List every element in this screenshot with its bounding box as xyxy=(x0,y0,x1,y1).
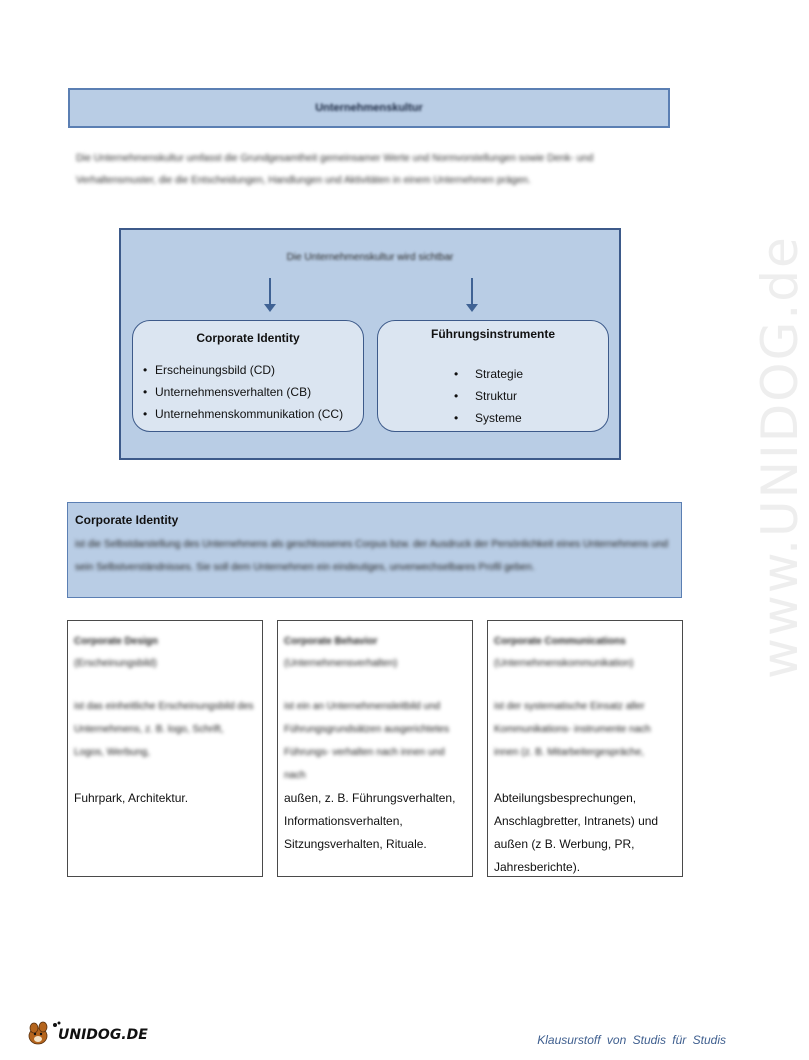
column-text-line: Jahresberichte). xyxy=(494,860,581,874)
diagram-header: Die Unternehmenskultur wird sichtbar xyxy=(286,252,454,263)
column-text-line: Informationsverhalten, xyxy=(284,814,403,828)
column-subtitle: (Unternehmensverhalten) xyxy=(284,658,398,669)
corporate-identity-box xyxy=(132,320,364,432)
corporate-identity-band xyxy=(67,502,682,598)
corporate-behavior-column xyxy=(277,620,473,877)
column-text xyxy=(284,787,468,856)
corporate-identity-heading: Corporate Identity xyxy=(75,513,179,527)
column-text-line: Sitzungsverhalten, Rituale. xyxy=(284,837,427,851)
arrow-down-right-icon xyxy=(471,278,473,306)
column-heading xyxy=(74,631,256,675)
corporate-identity-list xyxy=(133,359,363,425)
column-text-line: Anschlagbretter, Intranets) und xyxy=(494,814,659,828)
column-subtitle: (Erscheinungsbild) xyxy=(74,658,157,669)
column-text xyxy=(494,787,678,879)
culture-diagram xyxy=(119,228,621,460)
corporate-identity-definition: ist die Selbstdarstellung des Unternehmens als geschlossenes Corpus bzw. der Ausdruck der Persönlichkeit eines Unternehmens und sein Selbstverständnisses. Sie soll dem Unternehmen ein eindeutiges, unverwechselbares Profil geben. xyxy=(75,539,669,573)
arrow-down-left-icon xyxy=(269,278,271,306)
column-blurred-text: ist ein an Unternehmensleitbild und Führungsgrundsätzen ausgerichtetes Führungs- verhalten nach innen und nach xyxy=(284,701,450,781)
list-item: • Strategie xyxy=(475,363,608,385)
column-title: Corporate Communications xyxy=(494,636,626,647)
footer-tagline: Klausurstoff von Studis für Studis xyxy=(537,1033,726,1047)
list-item: • Unternehmensverhalten (CB) xyxy=(143,381,363,403)
column-title: Corporate Behavior xyxy=(284,636,378,647)
corporate-communications-column xyxy=(487,620,683,877)
column-heading xyxy=(494,631,676,675)
column-title: Corporate Design xyxy=(74,636,158,647)
watermark: www.UNIDOG.de xyxy=(751,235,809,679)
corporate-identity-title: Corporate Identity xyxy=(196,331,300,345)
column-text-line: außen (z B. Werbung, PR, xyxy=(494,837,635,851)
column-text-line: außen, z. B. Führungsverhalten, xyxy=(284,791,456,805)
list-item: • Unternehmenskommunikation (CC) xyxy=(143,403,363,425)
fuehrungsinstrumente-list xyxy=(378,363,608,429)
column-blurred-text: ist das einheitliche Erscheinungsbild des Unternehmens, z. B. logo, Schrift, Logos, Werbung, xyxy=(74,701,254,758)
column-text-line: Fuhrpark, Architektur. xyxy=(74,791,189,805)
list-item: • Struktur xyxy=(475,385,608,407)
list-item: • Systeme xyxy=(475,407,608,429)
column-text-line: Abteilungsbesprechungen, xyxy=(494,791,637,805)
column-heading xyxy=(284,631,466,675)
list-item: • Erscheinungsbild (CD) xyxy=(143,359,363,381)
column-text xyxy=(74,787,258,810)
fuehrungsinstrumente-title: Führungsinstrumente xyxy=(430,327,555,341)
corporate-design-column xyxy=(67,620,263,877)
section-title: Unternehmenskultur xyxy=(315,102,423,114)
section-title-bar xyxy=(68,88,670,128)
column-subtitle: (Unternehmenskommunikation) xyxy=(494,658,634,669)
footer-brand: UNIDOG.DE xyxy=(58,1027,148,1043)
column-blurred-text: ist der systematische Einsatz aller Kommunikations- instrumente nach innen (z. B. Mitarbeitergespräche, xyxy=(494,701,651,758)
fuehrungsinstrumente-box xyxy=(377,320,609,432)
intro-paragraph: Die Unternehmenskultur umfasst die Grundgesamtheit gemeinsamer Werte und Normvorstellungen sowie Denk- und Verhaltensmuster, die die Entscheidungen, Handlungen und Aktivitäten in einem Unternehmen prägen. xyxy=(76,153,594,186)
